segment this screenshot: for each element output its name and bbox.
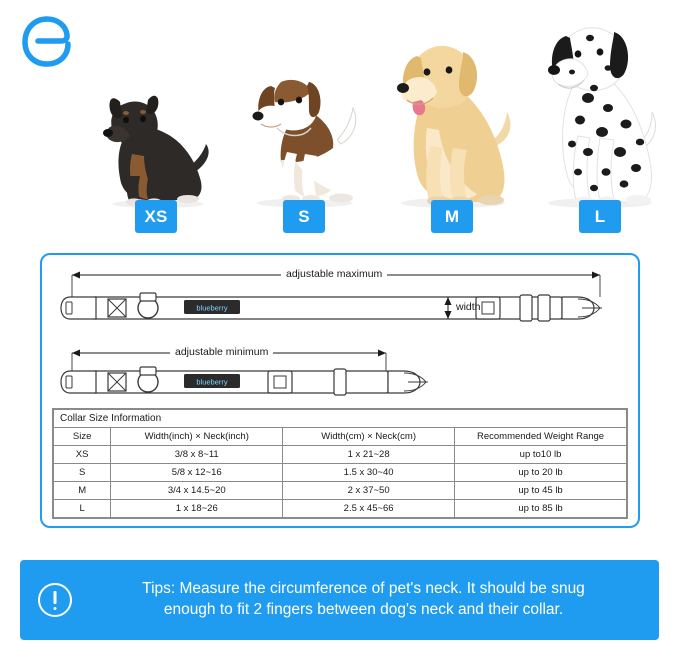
table-header-weight: Recommended Weight Range [455,428,627,446]
cell-weight-l: up to 85 lb [455,500,627,518]
table-header-row [54,428,627,446]
tips-line-2: enough to fit 2 fingers between dog's neck and their collar. [163,601,564,618]
table-row [54,500,627,518]
dog-image-l [532,8,668,208]
cell-inch-xs: 3/8 x 8~11 [111,446,283,464]
adjustable-minimum-label: adjustable minimum [170,346,273,358]
table-caption: Collar Size Information [54,410,627,428]
table-row [54,446,627,464]
size-badge-cell-xs [88,200,224,240]
size-badge-m: M [431,200,473,233]
exclamation-icon [38,583,72,617]
cell-size-xs: XS [54,446,111,464]
cell-cm-xs: 1 x 21~28 [283,446,455,464]
dog-illustration-row [88,8,668,208]
collar-diagram-panel [40,253,640,528]
collar-diagram-minimum [52,341,628,403]
table-row [54,464,627,482]
collar-brand-text-bottom: blueberry [196,377,228,387]
cell-cm-m: 2 x 37~50 [283,482,455,500]
cell-size-l: L [54,500,111,518]
brand-logo-icon [20,14,74,68]
cell-inch-l: 1 x 18~26 [111,500,283,518]
table-header-inch: Width(inch) × Neck(inch) [111,428,283,446]
dog-image-xs [88,8,224,208]
collar-min-svg [52,341,630,403]
collar-brand-text-top: blueberry [196,303,228,313]
collar-size-table [53,409,627,518]
size-badge-s: S [283,200,325,233]
cell-cm-l: 2.5 x 45~66 [283,500,455,518]
cell-weight-xs: up to10 lb [455,446,627,464]
size-badge-xs: XS [135,200,177,233]
table-row [54,482,627,500]
cell-size-m: M [54,482,111,500]
size-badge-cell-m [384,200,520,240]
width-label: width [456,301,481,313]
cell-inch-s: 5/8 x 12~16 [111,464,283,482]
tips-text [86,579,641,621]
cell-cm-s: 1.5 x 30~40 [283,464,455,482]
cell-weight-m: up to 45 lb [455,482,627,500]
size-badge-row [88,200,668,240]
tips-line-1: Tips: Measure the circumference of pet's neck. It should be snug [142,580,585,598]
cell-inch-m: 3/4 x 14.5~20 [111,482,283,500]
size-badge-l: L [579,200,621,233]
table-caption-row [54,410,627,428]
cell-weight-s: up to 20 lb [455,464,627,482]
table-header-size: Size [54,428,111,446]
cell-size-s: S [54,464,111,482]
size-badge-cell-l [532,200,668,240]
collar-diagram-maximum [52,263,628,341]
table-header-cm: Width(cm) × Neck(cm) [283,428,455,446]
dog-image-s [236,8,372,208]
collar-size-table-wrap [52,408,628,519]
tips-banner [20,560,659,640]
adjustable-maximum-label: adjustable maximum [281,268,387,280]
dog-image-m [384,8,520,208]
size-badge-cell-s [236,200,372,240]
